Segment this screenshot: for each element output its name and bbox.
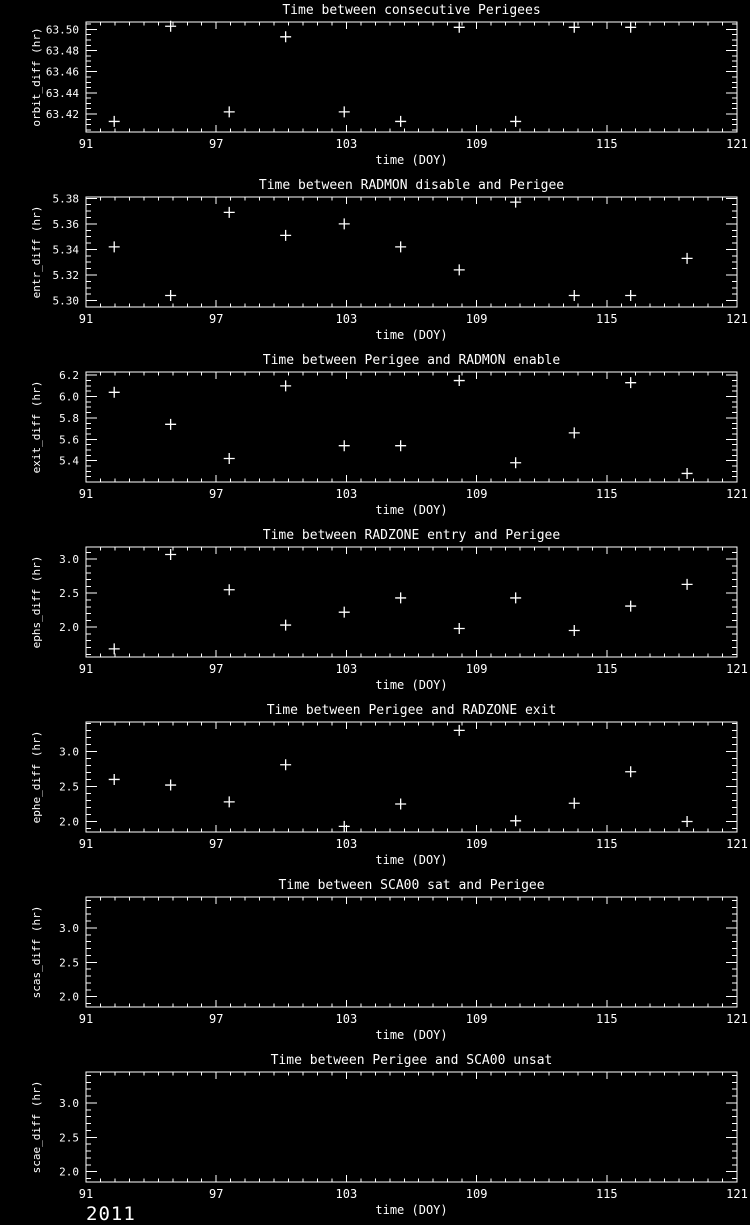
svg-text:115: 115 <box>595 1012 618 1026</box>
svg-text:Time between RADMON disable an: Time between RADMON disable and Perigee <box>258 178 565 193</box>
svg-text:5.30: 5.30 <box>52 294 79 308</box>
svg-text:5.8: 5.8 <box>59 411 79 425</box>
svg-text:Time between consecutive Perig: Time between consecutive Perigees <box>282 3 541 18</box>
svg-text:ephe_diff (hr): ephe_diff (hr) <box>30 730 43 824</box>
svg-text:97: 97 <box>208 137 224 151</box>
svg-text:5.38: 5.38 <box>52 192 79 206</box>
perigee-radmon-enable-plot-canvas <box>0 350 750 525</box>
svg-text:115: 115 <box>595 312 618 326</box>
svg-text:121: 121 <box>726 837 748 851</box>
svg-text:63.42: 63.42 <box>45 108 79 122</box>
svg-text:91: 91 <box>78 1187 94 1201</box>
chart-radmon-disable-perigee <box>0 175 750 350</box>
svg-text:91: 91 <box>78 487 94 501</box>
svg-text:scae_diff (hr): scae_diff (hr) <box>30 1080 43 1174</box>
svg-text:91: 91 <box>78 662 94 676</box>
svg-text:2.5: 2.5 <box>59 587 79 601</box>
svg-text:5.6: 5.6 <box>59 433 79 447</box>
consecutive-perigees-plot-canvas <box>0 0 750 175</box>
year-label: 2011 <box>86 1203 136 1225</box>
chart-consecutive-perigees <box>0 0 750 175</box>
svg-text:exit_diff (hr): exit_diff (hr) <box>30 380 43 474</box>
svg-text:121: 121 <box>726 1187 748 1201</box>
svg-text:2.5: 2.5 <box>59 780 79 794</box>
svg-text:103: 103 <box>335 1012 358 1026</box>
svg-text:103: 103 <box>335 662 358 676</box>
perigee-radzone-exit-plot-canvas <box>0 700 750 875</box>
svg-text:Time between Perigee and RADZO: Time between Perigee and RADZONE exit <box>266 703 557 718</box>
svg-text:115: 115 <box>595 837 618 851</box>
svg-text:ephs_diff (hr): ephs_diff (hr) <box>30 555 43 649</box>
svg-text:time (DOY): time (DOY) <box>375 853 448 867</box>
svg-text:Time between Perigee and RADMO: Time between Perigee and RADMON enable <box>262 353 561 368</box>
svg-text:109: 109 <box>465 487 488 501</box>
svg-text:entr_diff (hr): entr_diff (hr) <box>30 205 43 299</box>
svg-text:115: 115 <box>595 662 618 676</box>
svg-text:5.36: 5.36 <box>52 217 79 231</box>
svg-text:109: 109 <box>465 137 488 151</box>
svg-text:115: 115 <box>595 1187 618 1201</box>
svg-text:3.0: 3.0 <box>59 921 79 935</box>
svg-text:97: 97 <box>208 662 224 676</box>
svg-text:2.0: 2.0 <box>59 815 79 829</box>
svg-text:2.0: 2.0 <box>59 1165 79 1179</box>
svg-text:109: 109 <box>465 837 488 851</box>
svg-text:121: 121 <box>726 1012 748 1026</box>
svg-text:63.46: 63.46 <box>45 65 79 79</box>
svg-text:103: 103 <box>335 837 358 851</box>
svg-text:6.2: 6.2 <box>59 369 79 383</box>
svg-text:3.0: 3.0 <box>59 1096 79 1110</box>
svg-text:103: 103 <box>335 1187 358 1201</box>
svg-text:91: 91 <box>78 1012 94 1026</box>
svg-text:103: 103 <box>335 487 358 501</box>
svg-text:5.32: 5.32 <box>52 269 79 283</box>
svg-text:63.48: 63.48 <box>45 44 79 58</box>
svg-text:103: 103 <box>335 312 358 326</box>
sca00-sat-perigee-plot-canvas <box>0 875 750 1050</box>
svg-text:115: 115 <box>595 137 618 151</box>
svg-text:103: 103 <box>335 137 358 151</box>
svg-text:2.5: 2.5 <box>59 956 79 970</box>
svg-text:Time between Perigee and SCA00: Time between Perigee and SCA00 unsat <box>270 1053 553 1068</box>
svg-text:91: 91 <box>78 137 94 151</box>
svg-text:3.0: 3.0 <box>59 553 79 567</box>
svg-text:Time between SCA00 sat and Per: Time between SCA00 sat and Perigee <box>278 878 545 893</box>
svg-text:2.5: 2.5 <box>59 1131 79 1145</box>
chart-perigee-radmon-enable <box>0 350 750 525</box>
svg-text:time (DOY): time (DOY) <box>375 153 448 167</box>
svg-text:121: 121 <box>726 487 748 501</box>
chart-perigee-sca00-unsat <box>0 1050 750 1225</box>
svg-text:97: 97 <box>208 312 224 326</box>
svg-text:121: 121 <box>726 662 748 676</box>
svg-text:3.0: 3.0 <box>59 745 79 759</box>
svg-text:115: 115 <box>595 487 618 501</box>
svg-text:121: 121 <box>726 137 748 151</box>
svg-text:97: 97 <box>208 1187 224 1201</box>
chart-sca00-sat-perigee <box>0 875 750 1050</box>
svg-text:scas_diff (hr): scas_diff (hr) <box>30 905 43 999</box>
svg-text:2.0: 2.0 <box>59 621 79 635</box>
svg-text:time (DOY): time (DOY) <box>375 1028 448 1042</box>
svg-text:109: 109 <box>465 312 488 326</box>
svg-text:6.0: 6.0 <box>59 390 79 404</box>
svg-text:orbit_diff (hr): orbit_diff (hr) <box>30 27 43 127</box>
svg-text:time (DOY): time (DOY) <box>375 1203 448 1217</box>
svg-text:time (DOY): time (DOY) <box>375 678 448 692</box>
svg-text:121: 121 <box>726 312 748 326</box>
svg-text:109: 109 <box>465 1187 488 1201</box>
chart-perigee-radzone-exit <box>0 700 750 875</box>
svg-text:time (DOY): time (DOY) <box>375 503 448 517</box>
svg-text:109: 109 <box>465 1012 488 1026</box>
svg-text:Time between RADZONE entry and: Time between RADZONE entry and Perigee <box>262 528 561 543</box>
svg-text:91: 91 <box>78 312 94 326</box>
svg-text:5.34: 5.34 <box>52 243 79 257</box>
svg-text:109: 109 <box>465 662 488 676</box>
svg-text:2.0: 2.0 <box>59 990 79 1004</box>
svg-text:97: 97 <box>208 487 224 501</box>
radzone-entry-perigee-plot-canvas <box>0 525 750 700</box>
svg-text:97: 97 <box>208 837 224 851</box>
svg-text:97: 97 <box>208 1012 224 1026</box>
radmon-disable-perigee-plot-canvas <box>0 175 750 350</box>
svg-text:63.50: 63.50 <box>45 23 79 37</box>
svg-text:5.4: 5.4 <box>59 454 79 468</box>
svg-text:63.44: 63.44 <box>45 86 79 100</box>
perigee-sca00-unsat-plot-canvas <box>0 1050 750 1225</box>
svg-text:91: 91 <box>78 837 94 851</box>
chart-radzone-entry-perigee <box>0 525 750 700</box>
svg-text:time (DOY): time (DOY) <box>375 328 448 342</box>
